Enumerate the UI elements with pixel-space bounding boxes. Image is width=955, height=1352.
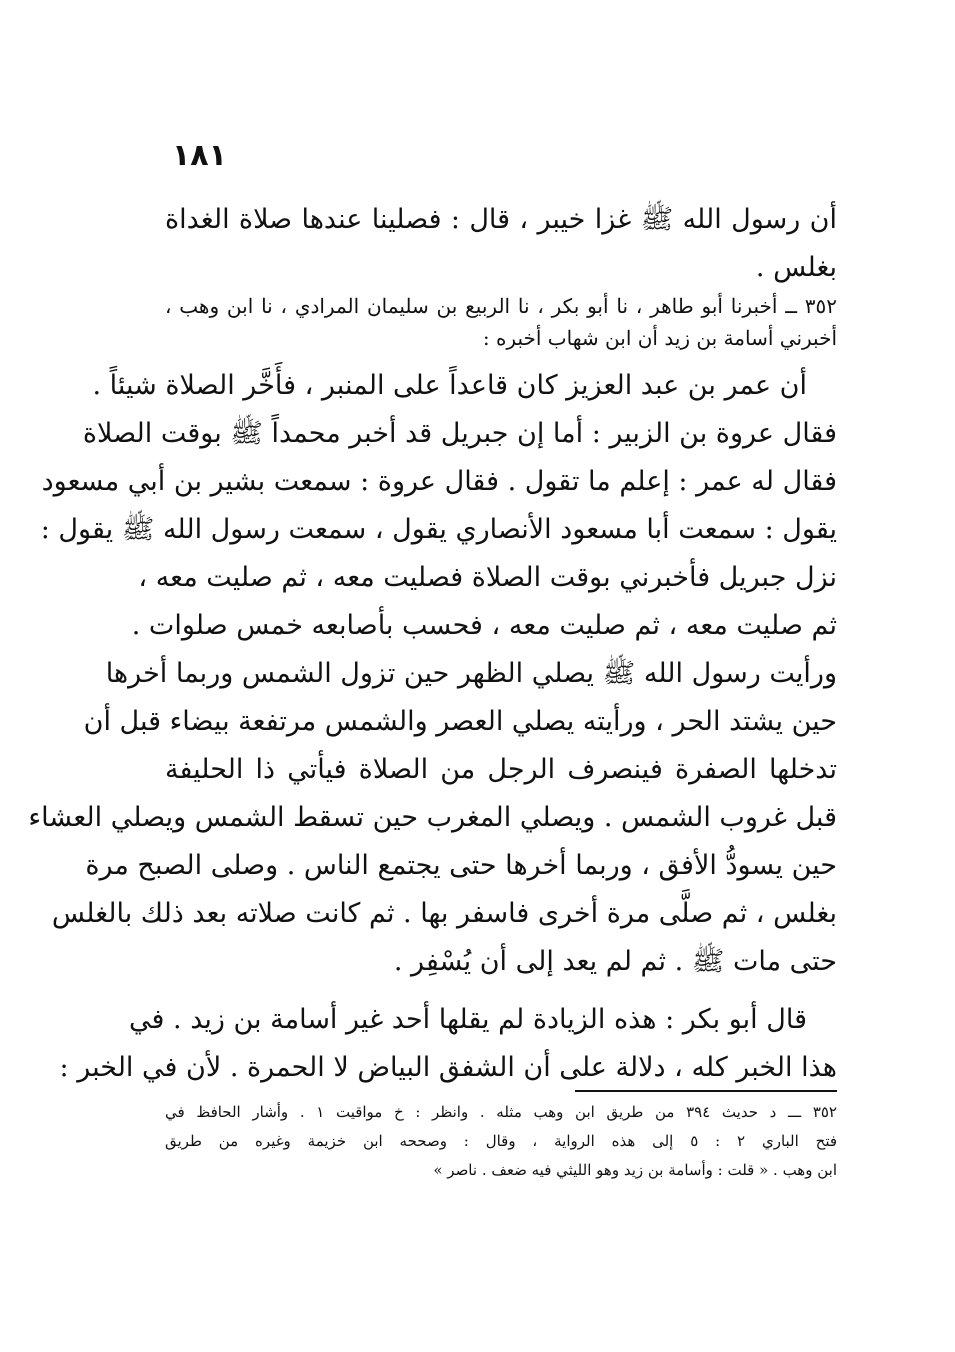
text-line: أن رسول الله ﷺ غزا خيبر ، قال : فصلينا عندها صلاة الغداة [165, 204, 837, 235]
text-line: ثم صليت معه ، ثم صليت معه ، فحسب بأصابعه خمس صلوات . [131, 610, 837, 641]
text-line: فقال عروة بن الزبير : أما إن جبريل قد أخبر محمداً ﷺ بوقت الصلاة [82, 418, 837, 449]
footnote [165, 1098, 837, 1185]
text-line: نزل جبريل فأخبرني بوقت الصلاة فصليت معه ، ثم صليت معه ، [138, 562, 837, 593]
text-line: أن عمر بن عبد العزيز كان قاعداً على المنبر ، فأَخَّر الصلاة شيئاً . [92, 370, 807, 401]
comment-paragraph [59, 996, 837, 1092]
text-line: بغلس . [755, 252, 837, 283]
footnote-line: ٣٥٢ ـــ د حديث ٣٩٤ من طريق ابن وهب مثله . وانظر : خ مواقيت ١ . وأشار الحافظ في [165, 1103, 837, 1121]
footnote-separator [575, 1090, 837, 1092]
text-line: ٣٥٢ ــ أخبرنا أبو طاهر ، نا أبو بكر ، نا الربيع بن سليمان المرادي ، نا ابن وهب ، [165, 294, 837, 318]
text-line: قال أبو بكر : هذه الزيادة لم يقلها أحد غير أسامة بن زيد . في [129, 1004, 807, 1035]
text-line: بغلس ، ثم صلَّى مرة أخرى فاسفر بها . ثم كانت صلاته بعد ذلك بالغلس [51, 898, 837, 929]
footnote-line: ابن وهب . « قلت : وأسامة بن زيد وهو الليثي فيه ضعف . ناصر » [433, 1161, 837, 1179]
text-line: حين يسودُّ الأفق ، وربما أخرها حتى يجتمع الناس . وصلى الصبح مرة [85, 850, 837, 881]
text-line: تدخلها الصفرة فينصرف الرجل من الصلاة فيأتي ذا الحليفة [165, 754, 837, 785]
hadith-paragraph [28, 362, 837, 986]
footnote-line: فتح الباري ٢ : ٥ إلى هذه الرواية ، وقال : وصححه ابن خزيمة وغيره من طريق [165, 1132, 838, 1150]
isnad-paragraph [165, 290, 837, 354]
intro-paragraph [165, 196, 837, 292]
text-line: قبل غروب الشمس . ويصلي المغرب حين تسقط الشمس ويصلي العشاء [28, 802, 837, 833]
text-line: فقال له عمر : إعلم ما تقول . فقال عروة : سمعت بشير بن أبي مسعود [41, 466, 837, 497]
text-line: يقول : سمعت أبا مسعود الأنصاري يقول ، سمعت رسول الله ﷺ يقول : [40, 514, 837, 545]
text-line: ورأيت رسول الله ﷺ يصلي الظهر حين تزول الشمس وربما أخرها [105, 658, 837, 689]
page-number: ١٨١ [172, 138, 227, 173]
text-line: حين يشتد الحر ، ورأيته يصلي العصر والشمس مرتفعة بيضاء قبل أن [83, 706, 837, 737]
text-line: أخبرني أسامة بن زيد أن ابن شهاب أخبره : [482, 326, 837, 350]
text-line: حتى مات ﷺ . ثم لم يعد إلى أن يُسْفِر . [393, 946, 837, 977]
text-line: هذا الخبر كله ، دلالة على أن الشفق البياض لا الحمرة . لأن في الخبر : [59, 1052, 837, 1083]
